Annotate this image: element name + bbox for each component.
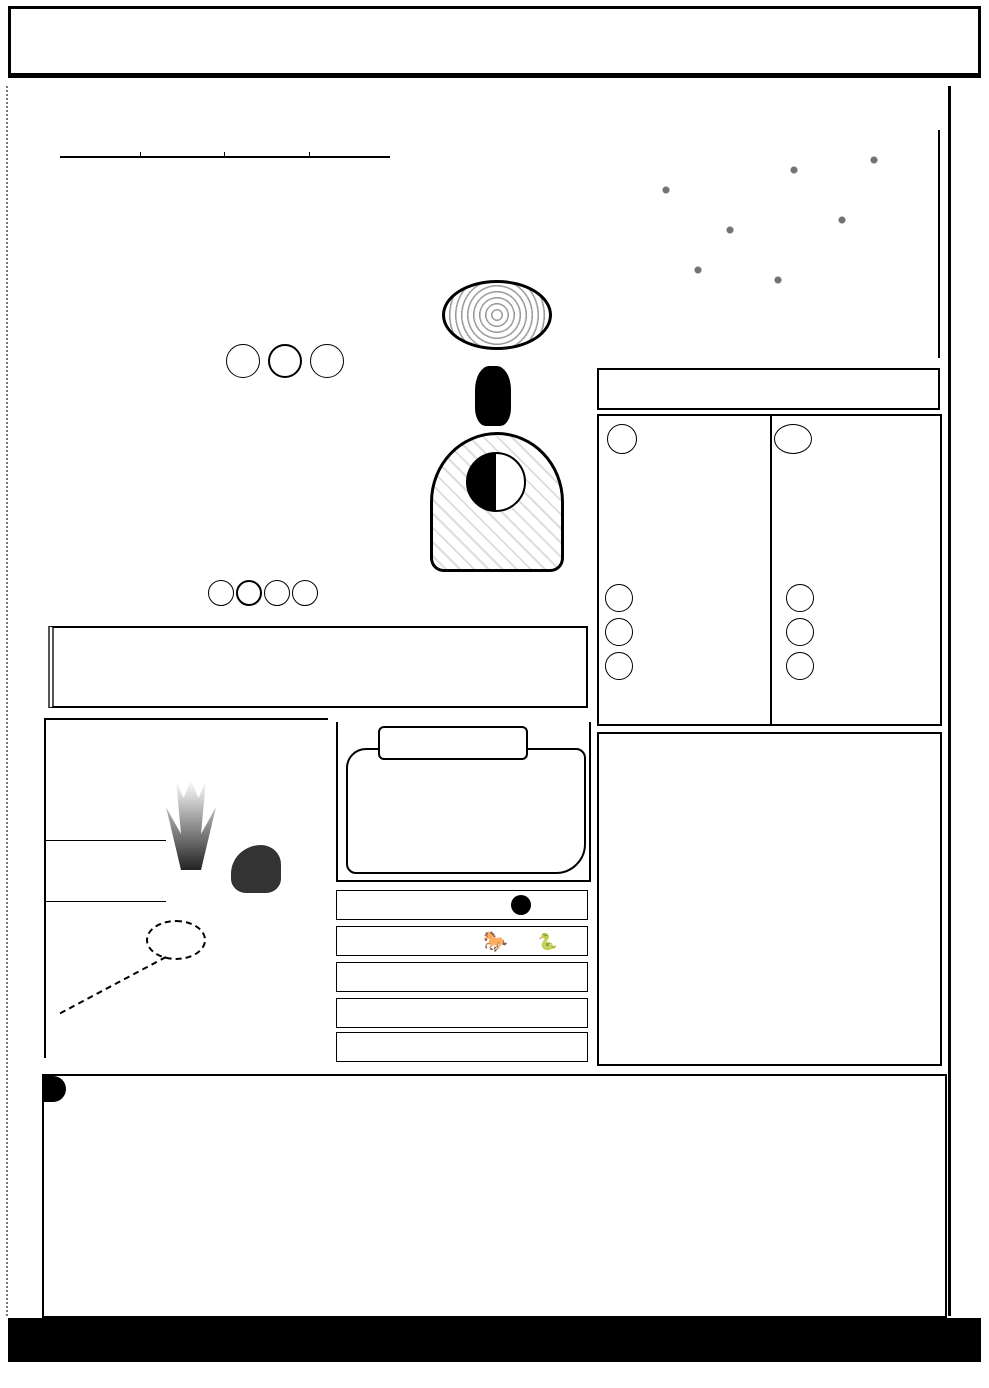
left-faded-ribbon	[6, 86, 42, 1316]
provided-numbers	[206, 580, 318, 606]
special-number	[268, 344, 302, 378]
special-code-numbers	[226, 344, 344, 378]
treasure-map-box	[336, 722, 591, 882]
stick-number	[605, 584, 633, 612]
slogan-banner	[48, 626, 588, 708]
wall-illustration	[46, 840, 166, 902]
lucky-special-row	[336, 962, 588, 992]
dog-illustration	[231, 845, 281, 893]
stick-number	[786, 584, 814, 612]
stick-number	[786, 652, 814, 680]
big-title-circle	[607, 424, 637, 454]
scroll	[346, 748, 586, 874]
odd-panel-body	[908, 464, 928, 488]
lucky-zodiac-row	[336, 926, 588, 956]
col-tip	[310, 152, 390, 157]
big-panel-title	[605, 424, 637, 454]
odd-panel-title	[772, 424, 814, 454]
master-head	[475, 366, 511, 426]
yin-yang-icon	[466, 452, 526, 512]
odd-stick-numbers	[786, 584, 814, 686]
plant-illustration	[166, 780, 216, 870]
lucky-band-big-row	[336, 1032, 588, 1062]
fujian-map-illustration	[602, 130, 922, 330]
snake-icon: 🐍	[537, 931, 558, 951]
net-illustration	[146, 920, 206, 960]
stick-number	[786, 618, 814, 646]
rope-illustration	[60, 956, 167, 1014]
footer-bar	[8, 1318, 981, 1362]
lucky-band-row	[336, 998, 588, 1028]
special-number	[226, 344, 260, 378]
recent-draw-results	[42, 1074, 947, 1318]
mark-six-banner	[597, 368, 940, 410]
zone-hot-cold-table	[60, 152, 390, 158]
treasure-scene-illustration	[44, 718, 328, 1058]
lucky-color-row	[336, 890, 588, 920]
big-stick-numbers	[605, 584, 633, 686]
top-marksix-ribbon	[10, 86, 940, 118]
results-title	[44, 1076, 66, 1102]
black-ball-icon	[511, 895, 531, 915]
draw-dot-grid	[258, 1104, 946, 1240]
provided-number	[264, 580, 290, 606]
tseng-article	[597, 732, 942, 1066]
provided-number	[236, 580, 262, 606]
masthead-bar	[8, 6, 981, 78]
right-marksix-ribbon	[948, 86, 978, 1316]
stick-number	[605, 652, 633, 680]
master-illustration	[400, 362, 594, 577]
opera-mask-illustration	[442, 280, 552, 350]
special-number	[310, 344, 344, 378]
provided-number	[292, 580, 318, 606]
col-cold	[225, 152, 310, 157]
treasure-title	[378, 726, 528, 760]
provided-number	[208, 580, 234, 606]
fujian-logo-block	[402, 130, 940, 358]
odd-title-circle	[774, 424, 812, 454]
big-bet-panel	[597, 414, 772, 726]
odd-bet-panel	[772, 414, 942, 726]
stick-number	[605, 618, 633, 646]
intro-vertical-text	[60, 316, 84, 596]
big-panel-body	[742, 464, 760, 484]
col-hot	[140, 152, 225, 157]
col-zone	[60, 152, 140, 157]
horse-icon: 🐎	[483, 929, 508, 953]
